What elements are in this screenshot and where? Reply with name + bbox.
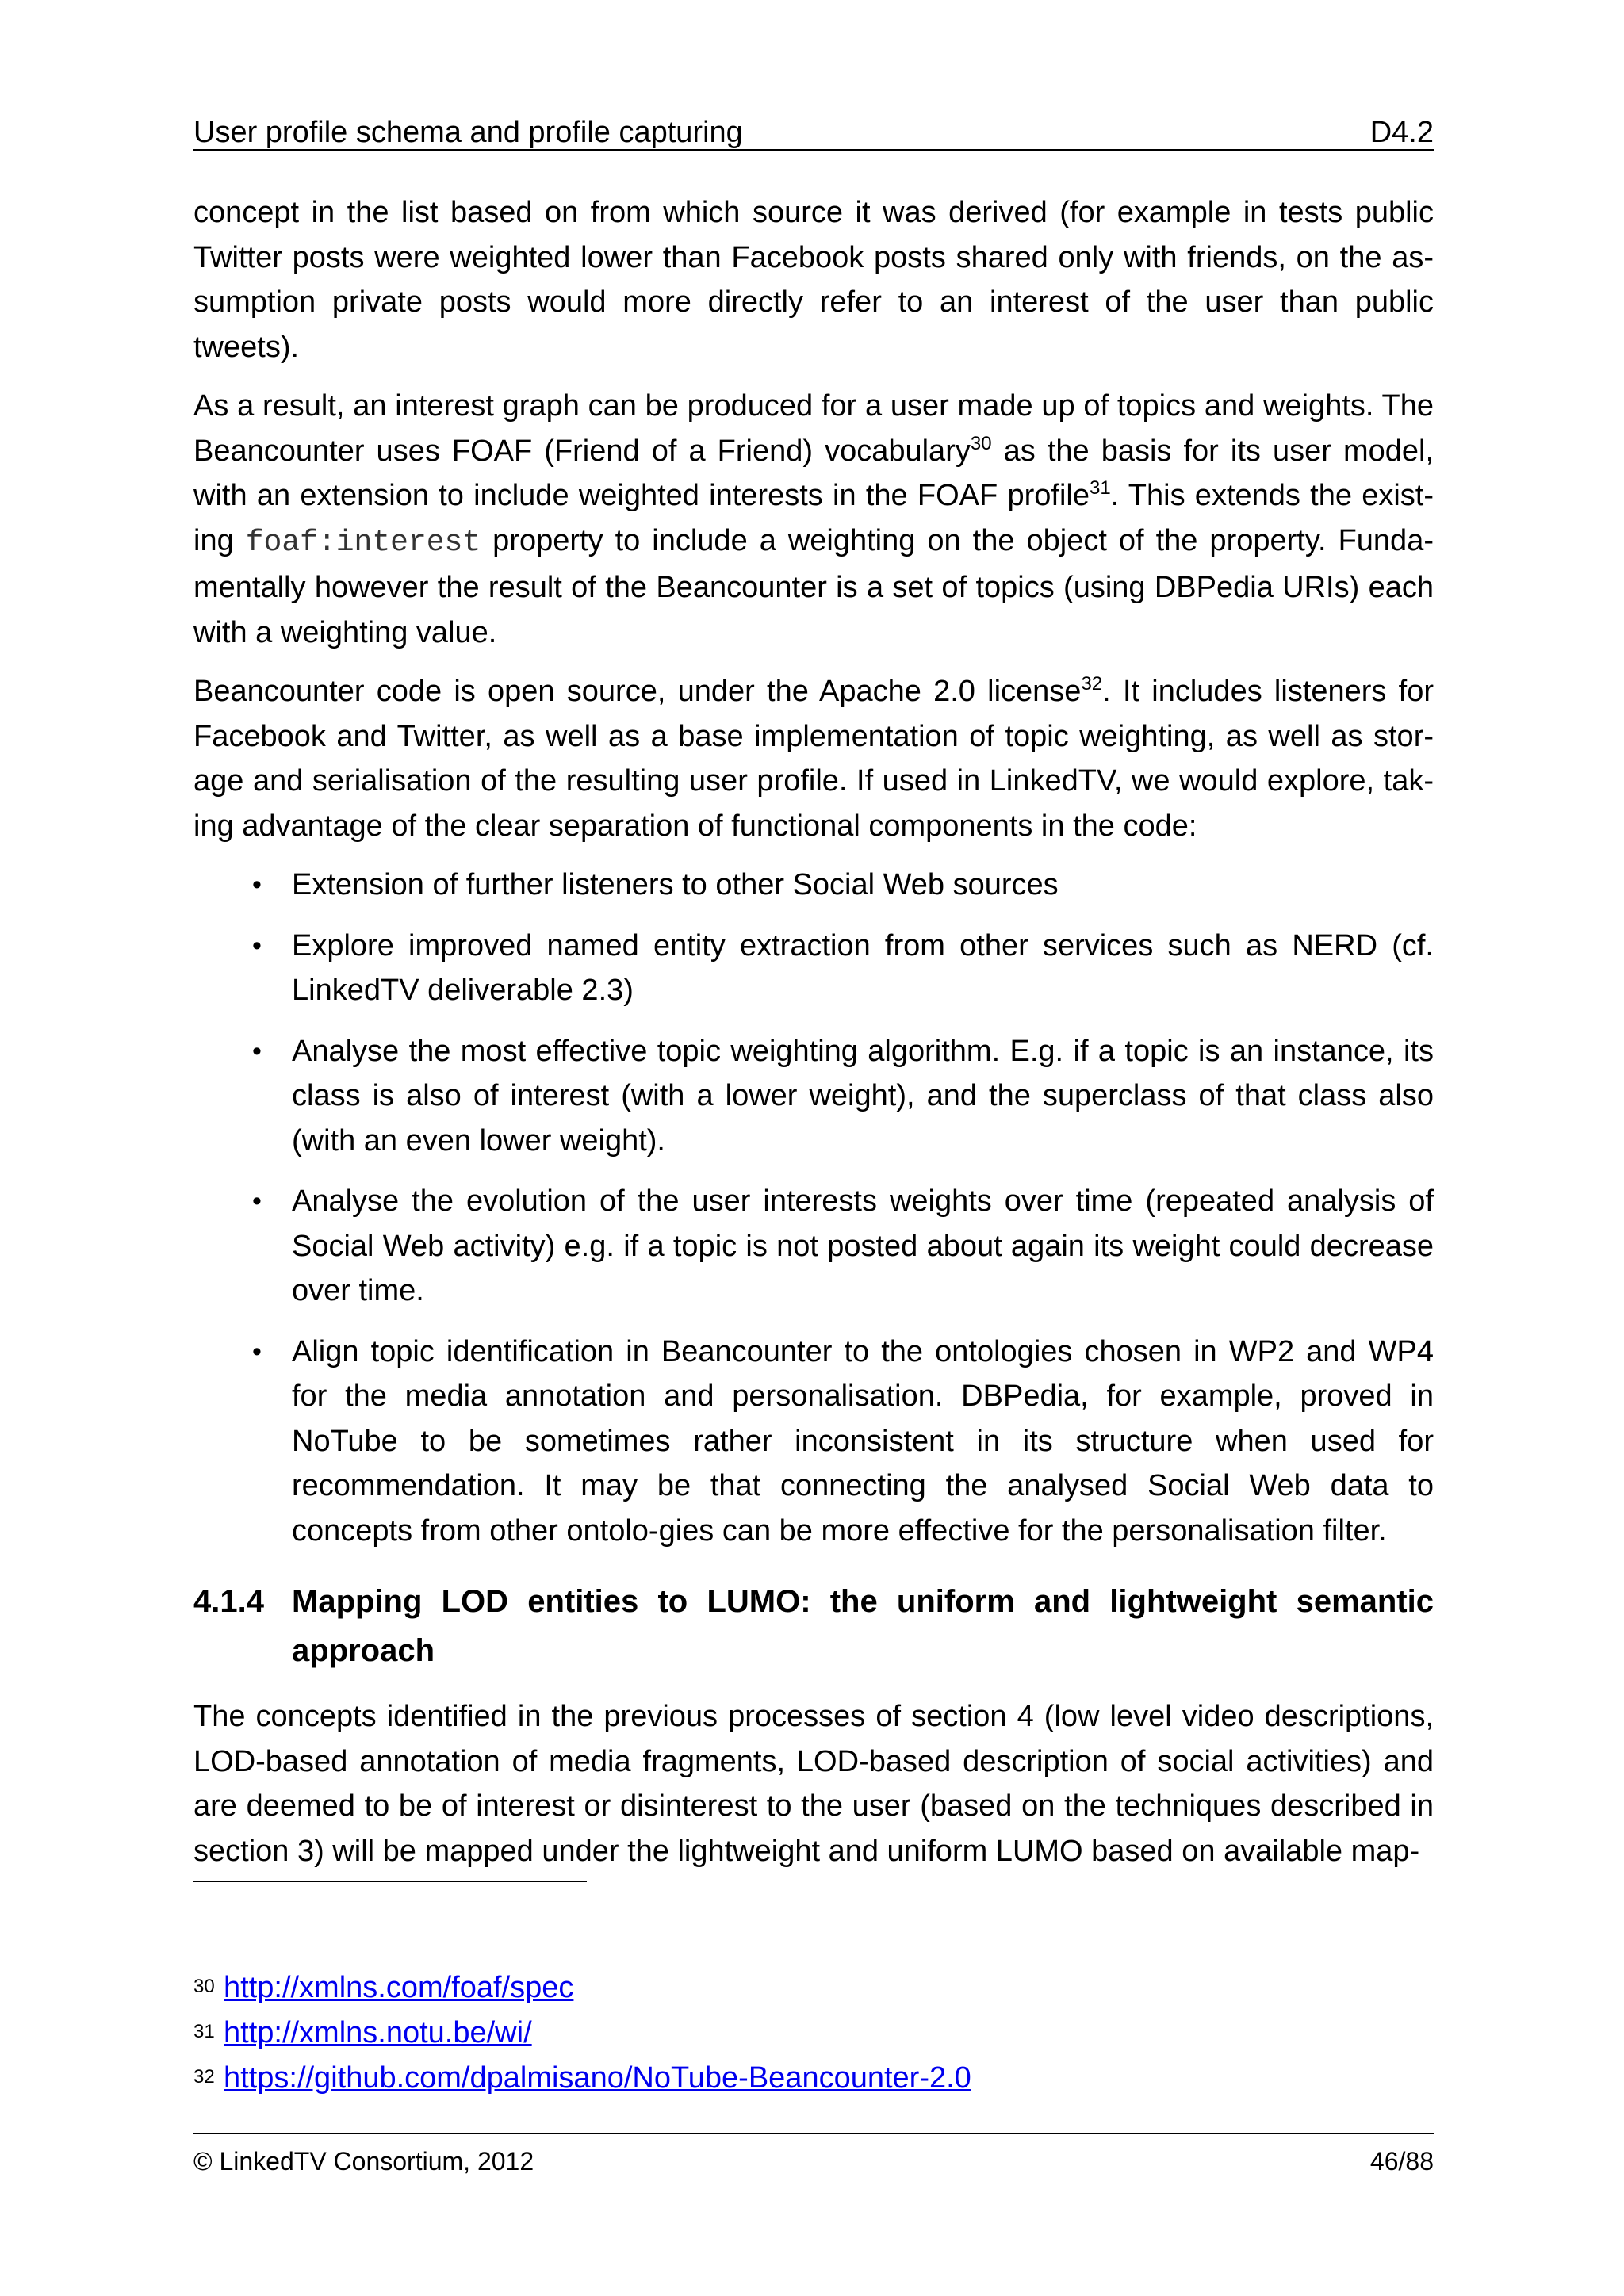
section-number: 4.1.4 bbox=[193, 1584, 264, 1619]
footnote-31 bbox=[193, 2010, 971, 2055]
list-item-text: Analyse the most effective topic weighting algorithm. E.g. if a topic is an instance, its class is also of interest (with a lower weight), and the superclass of that class also (with an even lower weight). bbox=[292, 1034, 1434, 1158]
list-item bbox=[193, 1029, 1434, 1164]
paragraph-2 bbox=[193, 384, 1434, 655]
bullet-icon: • bbox=[252, 1186, 262, 1216]
list-item-text: Analyse the evolution of the user interests weights over time (repeated analysis of Social Web activity) e.g. if a topic is not posted about again its weight could decrease over time. bbox=[292, 1184, 1434, 1307]
bullet-icon: • bbox=[252, 930, 262, 961]
footnote-link-foaf-spec[interactable]: http://xmlns.com/foaf/spec bbox=[224, 1971, 574, 2004]
paragraph-2-part-b: as the basis for its user model, with an extension to include weighted interests in the FOAF profile bbox=[193, 434, 1434, 512]
section-heading bbox=[193, 1577, 1434, 1675]
page-header bbox=[193, 109, 1434, 151]
footnotes bbox=[193, 1965, 971, 2100]
footnote-ref-31[interactable]: 31 bbox=[1089, 477, 1111, 499]
header-title: User profile schema and profile capturing bbox=[193, 116, 743, 149]
footnote-number: 32 bbox=[193, 2066, 215, 2087]
page-footer bbox=[193, 2133, 1434, 2175]
bullet-list bbox=[193, 863, 1434, 1553]
bullet-icon: • bbox=[252, 870, 262, 900]
footnote-number: 30 bbox=[193, 1976, 215, 1997]
paragraph-3-part-b: . It includes listeners for Facebook and Twitter, as well as a base implementation of topic weighting, as well as stor-age and serialisation of the resulting user profile. If used in LinkedTV, we would explore, tak-ing advantage of the clear separation of functional components in the code: bbox=[193, 675, 1434, 843]
list-item bbox=[193, 924, 1434, 1013]
paragraph-3 bbox=[193, 669, 1434, 848]
footnote-ref-30[interactable]: 30 bbox=[970, 432, 992, 454]
footnote-32 bbox=[193, 2055, 971, 2100]
list-item-text: Align topic identification in Beancounter to the ontologies chosen in WP2 and WP4 for the media annotation and personalisation. DBPedia, for example, proved in NoTube to be sometimes rather inconsistent in its structure when used for recommendation. It may be that connecting the analysed Social Web data to concepts from other ontolo-gies can be more effective for the personalisation filter. bbox=[292, 1334, 1434, 1548]
list-item bbox=[193, 1179, 1434, 1314]
list-item-text: Extension of further listeners to other Social Web sources bbox=[292, 868, 1059, 901]
header-doc-id: D4.2 bbox=[1369, 116, 1434, 149]
code-foaf-interest: foaf:interest bbox=[245, 525, 481, 560]
footnote-30 bbox=[193, 1965, 971, 2010]
footer-page-number: 46/88 bbox=[1369, 2147, 1434, 2175]
footnote-separator bbox=[193, 1881, 587, 1882]
list-item bbox=[193, 863, 1434, 908]
footnote-number: 31 bbox=[193, 2021, 215, 2042]
footnote-link-wi[interactable]: http://xmlns.notu.be/wi/ bbox=[224, 2016, 532, 2049]
paragraph-3-part-a: Beancounter code is open source, under the Apache 2.0 license bbox=[193, 675, 1082, 708]
footer-copyright: © LinkedTV Consortium, 2012 bbox=[193, 2147, 534, 2175]
footnote-link-github[interactable]: https://github.com/dpalmisano/NoTube-Beancounter-2.0 bbox=[224, 2061, 971, 2095]
paragraph-1: concept in the list based on from which source it was derived (for example in tests public Twitter posts were weighted lower than Facebook posts shared only with friends, on the as-sumption private posts would more directly refer to an interest of the user than public tweets). bbox=[193, 196, 1434, 364]
footnote-ref-32[interactable]: 32 bbox=[1081, 673, 1103, 695]
paragraph-2-part-a: As a result, an interest graph can be produced for a user made up of topics and weights. The Beancounter uses FOAF (Friend of a Friend) vocabulary bbox=[193, 389, 1434, 468]
section-title: Mapping LOD entities to LUMO: the uniform and lightweight semantic approach bbox=[292, 1584, 1434, 1668]
list-item bbox=[193, 1330, 1434, 1554]
paragraph-4: The concepts identified in the previous processes of section 4 (low level video descriptions, LOD-based annotation of media fragments, LOD-based description of social activities) and are deemed to be of interest or disinterest to the user (based on the techniques described in section 3) will be mapped under the lightweight and uniform LUMO based on available map- bbox=[193, 1700, 1434, 1868]
bullet-icon: • bbox=[252, 1035, 262, 1066]
paragraph-2-part-d: property to include a weighting on the object of the property. Funda-mentally however the result of the Beancounter is a set of topics (using DBPedia URIs) each with a weighting value. bbox=[193, 523, 1434, 649]
bullet-icon: • bbox=[252, 1336, 262, 1367]
body-text bbox=[193, 190, 1434, 1888]
list-item-text: Explore improved named entity extraction from other services such as NERD (cf. LinkedTV deliverable 2.3) bbox=[292, 928, 1434, 1007]
paragraph-2-part-c: . This extends the exist-ing bbox=[193, 479, 1434, 557]
